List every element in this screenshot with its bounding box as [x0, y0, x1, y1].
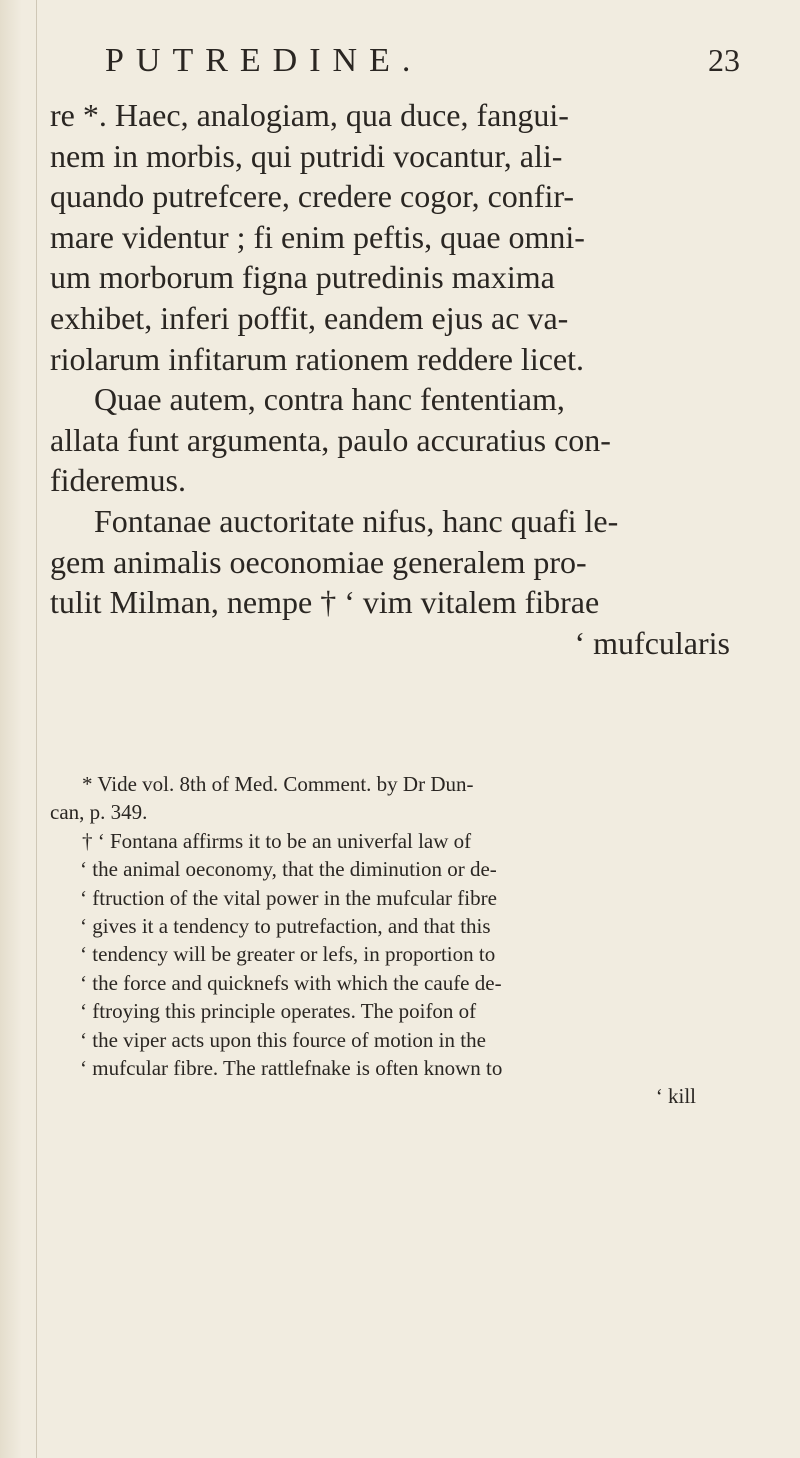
footnote-line: ‘ tendency will be greater or lefs, in proportion to: [80, 942, 496, 967]
footnote-line: ‘ the force and quicknefs with which the caufe de-: [80, 970, 502, 995]
text-line: allata funt argumenta, paulo accuratius con-: [50, 421, 611, 458]
footnote-line: ‘ ftruction of the vital power in the mufcular fibre: [80, 885, 497, 910]
page-edge-line: [36, 0, 37, 1458]
page-number: 23: [708, 42, 740, 78]
text-line: re *. Haec, analogiam, qua duce, fangui-: [50, 97, 569, 133]
footnote-catchword: ‘ kill: [655, 1084, 696, 1109]
text-line: mare videntur ; fi enim peftis, quae omni-: [50, 218, 585, 255]
footnote-line: * Vide vol. 8th of Med. Comment. by Dr Dun-: [82, 772, 474, 796]
footnote-line: ‘ ftroying this principle operates. The poifon of: [80, 999, 477, 1024]
text-line: riolarum infitarum rationem reddere licet.: [50, 340, 584, 377]
catchword-line: ‘ mufcularis: [574, 624, 730, 661]
footnote-line: ‘ mufcular fibre. The rattlefnake is often known to: [80, 1055, 503, 1080]
footnote-line: † ‘ Fontana affirms it to be an univerfal law of: [82, 828, 472, 853]
paragraph-start-line: Fontanae auctoritate nifus, hanc quafi le-: [94, 502, 619, 539]
text-line: quando putrefcere, credere cogor, confir-: [50, 178, 574, 215]
text-line: fideremus.: [50, 462, 186, 499]
text-line: nem in morbis, qui putridi vocantur, ali-: [50, 137, 563, 174]
footnote-line: ‘ the viper acts upon this fource of motion in the: [80, 1027, 486, 1052]
page-binding-shadow: [0, 0, 22, 1458]
paragraph-start-line: Quae autem, contra hanc fententiam,: [94, 381, 565, 418]
footnote-line: can, p. 349.: [50, 800, 148, 825]
page-header: [60, 42, 750, 92]
text-line: um morborum figna putredinis maxima: [50, 259, 555, 296]
footnote-line: ‘ gives it a tendency to putrefaction, and that this: [80, 913, 491, 938]
footnotes-block: [50, 770, 750, 1111]
main-text-block: [50, 95, 750, 663]
text-line: gem animalis oeconomiae generalem pro-: [50, 543, 587, 580]
running-head: PUTREDINE.: [105, 42, 423, 79]
text-line: exhibet, inferi poffit, eandem ejus ac va-: [50, 299, 569, 336]
text-line: tulit Milman, nempe † ‘ vim vitalem fibrae: [50, 584, 600, 621]
footnote-line: ‘ the animal oeconomy, that the diminution or de-: [80, 857, 497, 882]
